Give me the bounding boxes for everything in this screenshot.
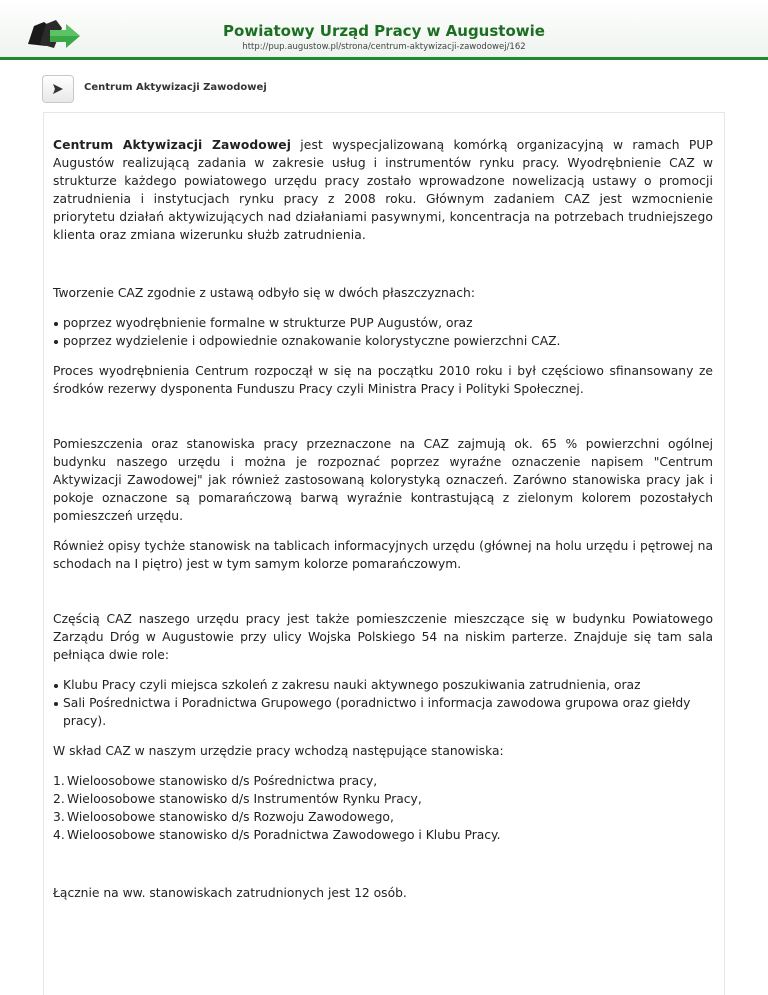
- site-header: [0, 0, 768, 60]
- play-arrow-icon: [52, 83, 64, 95]
- page-url: http://pup.augustow.pl/strona/centrum-aktywizacji-zawodowej/162: [242, 42, 526, 52]
- paragraph-4: Pomieszczenia oraz stanowiska pracy przeznaczone na CAZ zajmują ok. 65 % powierzchni ogólnej budynku naszego urzędu i można je rozpoznać poprzez wyraźne oznaczenie napisem "Centrum Aktywizacji Zawodowej" jak również zastosowaną kolorystyką oznaczeń. Zarówno stanowiska pracy jak i pokoje oznaczone są pomarańczową barwą wyraźnie kontrastującą z zielonym kolorem pozostałych pomieszczeń urzędu.: [53, 437, 713, 523]
- article-body: [53, 136, 713, 902]
- header-divider: [0, 57, 768, 60]
- intro-paragraph: [53, 136, 713, 244]
- list-item: 4. Wieloosobowe stanowisko d/s Poradnictwa Zawodowego i Klubu Pracy.: [53, 828, 501, 842]
- list-2: [53, 676, 713, 730]
- intro-bold: Centrum Aktywizacji Zawodowej: [53, 138, 292, 152]
- breadcrumb-label[interactable]: Centrum Aktywizacji Zawodowej: [84, 82, 267, 93]
- site-title: Powiatowy Urząd Pracy w Augustowie: [223, 22, 545, 40]
- list-item: 1. Wieloosobowe stanowisko d/s Pośrednictwa pracy,: [53, 774, 378, 788]
- list-item: 3. Wieloosobowe stanowisko d/s Rozwoju Zawodowego,: [53, 810, 394, 824]
- intro-text: jest wyspecjalizowaną komórką organizacyjną w ramach PUP Augustów realizującą zadania w zakresie usług i instrumentów rynku pracy. Wyodrębnienie CAZ w strukturze każdego powiatowego urzędu pracy zostało wprowadzone nowelizacją ustawy o promocji zatrudnienia i instytucjach rynku pracy z 2008 roku. Głównym zadaniem CAZ jest wzmocnienie priorytetu działań aktywizujących nad działaniami pasywnymi, koncentracja na potrzebach trudniejszego klienta oraz zmiana wizerunku służb zatrudnienia.: [53, 138, 713, 242]
- paragraph-5: Również opisy tychże stanowisk na tablicach informacyjnych urzędu (głównej na holu urzędu i pętrowej na schodach na I piętro) jest w tym samym kolorze pomarańczowym.: [53, 539, 713, 571]
- list-item: poprzez wydzielenie i odpowiednie oznakowanie kolorystyczne powierzchni CAZ.: [53, 332, 713, 350]
- paragraph-7: W skład CAZ w naszym urzędzie pracy wchodzą następujące stanowiska:: [53, 744, 504, 758]
- paragraph-3: Proces wyodrębnienia Centrum rozpoczął w się na początku 2010 roku i był częściowo sfinansowany ze środków rezerwy dysponenta Funduszu Pracy czyli Ministra Pracy i Polityki Społecznej.: [53, 364, 713, 396]
- list-item: Sali Pośrednictwa i Poradnictwa Grupowego (poradnictwo i informacja zawodowa grupowa oraz giełdy pracy).: [53, 694, 713, 730]
- paragraph-8: Łącznie na ww. stanowiskach zatrudnionych jest 12 osób.: [53, 886, 407, 900]
- list-1: [53, 314, 713, 350]
- paragraph-6: Częścią CAZ naszego urzędu pracy jest także pomieszczenie mieszczące się w budynku Powiatowego Zarządu Dróg w Augustowie przy ulicy Wojska Polskiego 54 na niskim parterze. Znajduje się tam sala pełniąca dwie role:: [53, 612, 713, 662]
- paragraph-2: Tworzenie CAZ zgodnie z ustawą odbyło się w dwóch płaszczyznach:: [53, 286, 475, 300]
- list-item: poprzez wyodrębnienie formalne w strukturze PUP Augustów, oraz: [53, 314, 713, 332]
- list-item: Klubu Pracy czyli miejsca szkoleń z zakresu nauki aktywnego poszukiwania zatrudnienia, oraz: [53, 676, 713, 694]
- list-item: 2. Wieloosobowe stanowisko d/s Instrumentów Rynku Pracy,: [53, 792, 422, 806]
- breadcrumb-arrow-button[interactable]: [42, 75, 74, 103]
- positions-list: [53, 772, 713, 844]
